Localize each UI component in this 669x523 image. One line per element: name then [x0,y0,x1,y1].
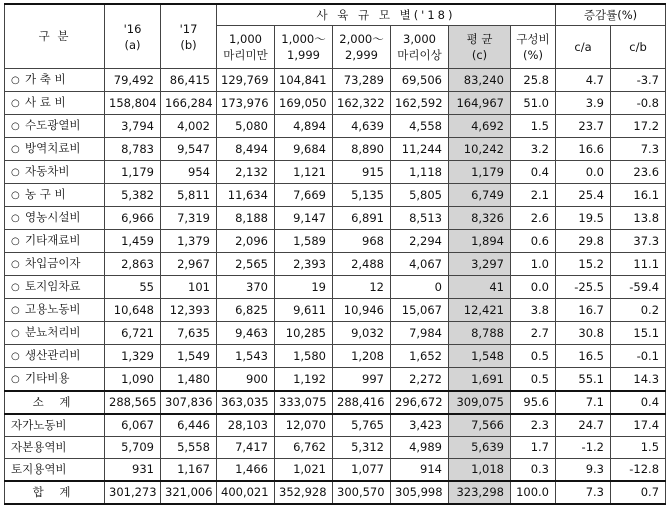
header-2016 [105,4,161,69]
cell-s4: 0 [391,276,449,299]
cell-avg: 1,548 [449,345,511,368]
cell-s4: 3,423 [391,414,449,437]
row-label [5,253,105,276]
cell-avg: 7,566 [449,414,511,437]
row-label [5,345,105,368]
cell-ca: 3.9 [556,92,611,115]
cell-v16: 6,966 [105,207,161,230]
cell-s1: 9,463 [217,322,275,345]
cell-avg: 1,691 [449,368,511,392]
table-row [5,161,666,184]
cell-v17: 2,967 [161,253,217,276]
cell-s3: 4,639 [333,115,391,138]
cell-ratio: 95.6 [511,391,556,414]
cost-table [4,3,666,505]
cell-ratio: 25.8 [511,69,556,92]
header-ca: c/a [556,26,611,69]
cell-s3: 1,208 [333,345,391,368]
header-scale-under-1000-l1: 1,000 [229,32,262,46]
cell-s2: 9,684 [275,138,333,161]
cell-s2: 1,121 [275,161,333,184]
cell-ca: 55.1 [556,368,611,392]
cell-v16: 6,721 [105,322,161,345]
cell-v17: 954 [161,161,217,184]
cell-s4: 7,984 [391,322,449,345]
cell-v16: 5,382 [105,184,161,207]
cell-v16: 3,794 [105,115,161,138]
cell-ratio: 3.2 [511,138,556,161]
cell-s1: 1,466 [217,459,275,482]
cell-s4: 8,513 [391,207,449,230]
cell-avg: 1,018 [449,459,511,482]
cell-s2: 104,841 [275,69,333,92]
row-label-text: 수도광열비 [25,118,81,132]
header-average-l2: (c) [471,48,488,62]
cell-ratio: 0.5 [511,345,556,368]
cell-ca: 7.3 [556,481,611,504]
cell-cb: -0.1 [611,345,666,368]
cell-s1: 8,494 [217,138,275,161]
bullet-icon: ○ [11,167,20,178]
cell-s3: 288,416 [333,391,391,414]
row-label [5,459,105,482]
cell-cb: -12.8 [611,459,666,482]
cell-s4: 4,558 [391,115,449,138]
row-label-text: 가 축 비 [25,72,66,86]
table-row [5,138,666,161]
header-scale-over-3000-l1: 3,000 [403,32,436,46]
cell-s2: 19 [275,276,333,299]
cell-avg: 323,298 [449,481,511,504]
row-label [5,276,105,299]
cell-cb: -0.8 [611,92,666,115]
cell-s1: 11,634 [217,184,275,207]
cell-ratio: 0.0 [511,276,556,299]
cell-avg: 12,421 [449,299,511,322]
cell-v17: 1,167 [161,459,217,482]
cell-ratio: 2.7 [511,322,556,345]
cell-s2: 7,669 [275,184,333,207]
bullet-icon: ○ [11,351,20,362]
cell-s3: 10,946 [333,299,391,322]
table-row [5,184,666,207]
cell-s1: 400,021 [217,481,275,504]
cell-avg: 3,297 [449,253,511,276]
cell-ca: 15.2 [556,253,611,276]
table-row [5,115,666,138]
cell-v16: 55 [105,276,161,299]
cell-avg: 5,639 [449,437,511,459]
cell-s1: 5,080 [217,115,275,138]
cell-s1: 6,825 [217,299,275,322]
row-label-text: 합 계 [32,485,77,499]
cell-s4: 914 [391,459,449,482]
cell-v17: 9,547 [161,138,217,161]
row-label-text: 소 계 [32,395,77,409]
cell-s3: 12 [333,276,391,299]
row-label-text: 기타비용 [25,371,70,385]
cell-s1: 900 [217,368,275,392]
bullet-icon: ○ [11,282,20,293]
table-row [5,276,666,299]
cell-cb: 0.4 [611,391,666,414]
cell-s2: 2,393 [275,253,333,276]
header-2016-tag: (a) [124,37,141,52]
header-scale-over-3000-l2: 마리이상 [397,48,442,62]
cell-ratio: 2.3 [511,414,556,437]
cell-avg: 164,967 [449,92,511,115]
cell-v17: 101 [161,276,217,299]
cell-s2: 333,075 [275,391,333,414]
cell-v17: 7,319 [161,207,217,230]
cell-avg: 41 [449,276,511,299]
cell-cb: 0.2 [611,299,666,322]
bullet-icon: ○ [11,259,20,270]
header-category: 구 분 [5,4,105,69]
header-scale-2000-2999-l1: 2,000～ [339,32,384,46]
cell-v16: 288,565 [105,391,161,414]
cell-s4: 305,998 [391,481,449,504]
cell-v17: 12,393 [161,299,217,322]
header-scale-group: 사 육 규 모 별('18) [217,4,556,26]
bullet-icon: ○ [11,374,20,385]
cell-cb: 17.4 [611,414,666,437]
header-scale-1000-1999-l2: 1,999 [287,48,320,62]
cell-s3: 2,488 [333,253,391,276]
header-cb: c/b [611,26,666,69]
cell-s4: 1,652 [391,345,449,368]
cell-v17: 166,284 [161,92,217,115]
cell-v16: 1,329 [105,345,161,368]
row-label [5,69,105,92]
cell-s1: 2,096 [217,230,275,253]
cell-v17: 1,480 [161,368,217,392]
table-row [5,322,666,345]
cell-s4: 4,067 [391,253,449,276]
cell-cb: 14.3 [611,368,666,392]
cell-s4: 2,272 [391,368,449,392]
row-label [5,437,105,459]
row-label-text: 생산관리비 [25,348,81,362]
row-label-text: 기타재료비 [25,233,81,247]
header-scale-under-1000-l2: 마리미만 [223,48,268,62]
cell-cb: 0.7 [611,481,666,504]
cell-ca: 4.7 [556,69,611,92]
row-label-text: 고용노동비 [25,302,81,316]
row-label [5,230,105,253]
cell-ratio: 100.0 [511,481,556,504]
cell-s1: 7,417 [217,437,275,459]
cell-s4: 296,672 [391,391,449,414]
cell-ratio: 0.4 [511,161,556,184]
cell-v16: 10,648 [105,299,161,322]
cell-s2: 169,050 [275,92,333,115]
row-label [5,161,105,184]
table-row [5,207,666,230]
cell-v17: 86,415 [161,69,217,92]
cell-cb: -3.7 [611,69,666,92]
cell-cb: -59.4 [611,276,666,299]
table-row [5,299,666,322]
cell-ca: 24.7 [556,414,611,437]
cell-s4: 69,506 [391,69,449,92]
cell-s1: 173,976 [217,92,275,115]
cell-v16: 5,709 [105,437,161,459]
cell-s2: 9,147 [275,207,333,230]
cell-ca: 9.3 [556,459,611,482]
cell-cb: 23.6 [611,161,666,184]
header-ratio-l1: 구성비 [516,32,550,46]
cell-cb: 1.5 [611,437,666,459]
cell-avg: 1,179 [449,161,511,184]
cell-s4: 162,592 [391,92,449,115]
cell-cb: 15.1 [611,322,666,345]
table-row [5,481,666,504]
table-row [5,368,666,392]
cell-ca: 23.7 [556,115,611,138]
table-row [5,92,666,115]
cell-cb: 7.3 [611,138,666,161]
cell-s1: 1,543 [217,345,275,368]
header-scale-2000-2999 [333,26,391,69]
cell-v16: 1,459 [105,230,161,253]
header-2017 [161,4,217,69]
cell-s3: 997 [333,368,391,392]
row-label-text: 농 구 비 [25,187,66,201]
cell-s4: 15,067 [391,299,449,322]
cell-v17: 5,558 [161,437,217,459]
cell-ca: 16.7 [556,299,611,322]
header-average-l1: 평 균 [466,32,493,46]
row-label-text: 자본용역비 [11,440,67,454]
cell-ca: 16.6 [556,138,611,161]
cell-cb: 37.3 [611,230,666,253]
cell-avg: 1,894 [449,230,511,253]
header-scale-2000-2999-l2: 2,999 [345,48,378,62]
cell-ratio: 2.6 [511,207,556,230]
bullet-icon: ○ [11,121,20,132]
cell-v16: 79,492 [105,69,161,92]
header-rate-group: 증감률(%) [556,4,666,26]
cell-avg: 6,749 [449,184,511,207]
cell-s1: 2,565 [217,253,275,276]
cell-ratio: 1.5 [511,115,556,138]
cell-s3: 162,322 [333,92,391,115]
cell-ratio: 0.5 [511,368,556,392]
row-label-text: 차입금이자 [25,256,81,270]
header-2016-year: '16 [123,21,142,36]
cell-ca: 25.4 [556,184,611,207]
cell-v16: 1,179 [105,161,161,184]
cell-v16: 8,783 [105,138,161,161]
cell-avg: 8,326 [449,207,511,230]
row-label-text: 자가노동비 [11,418,67,432]
cell-v17: 7,635 [161,322,217,345]
cell-s1: 2,132 [217,161,275,184]
cell-ca: 30.8 [556,322,611,345]
cell-ca: 0.0 [556,161,611,184]
header-scale-1000-1999 [275,26,333,69]
row-label-text: 토지임차료 [25,279,81,293]
table-row [5,459,666,482]
bullet-icon: ○ [11,190,20,201]
table-row [5,253,666,276]
cell-v16: 931 [105,459,161,482]
table-row [5,230,666,253]
row-label [5,414,105,437]
header-scale-1000-1999-l1: 1,000～ [281,32,326,46]
cell-ca: 19.5 [556,207,611,230]
cell-s2: 6,762 [275,437,333,459]
table-row [5,345,666,368]
cell-ca: 29.8 [556,230,611,253]
cell-v17: 1,379 [161,230,217,253]
cell-s4: 5,805 [391,184,449,207]
cell-s1: 129,769 [217,69,275,92]
cell-avg: 8,788 [449,322,511,345]
cell-s4: 1,118 [391,161,449,184]
bullet-icon: ○ [11,236,20,247]
cell-s3: 73,289 [333,69,391,92]
cell-s4: 2,294 [391,230,449,253]
cell-v17: 307,836 [161,391,217,414]
cell-s3: 8,890 [333,138,391,161]
row-label [5,184,105,207]
row-label-text: 영농시설비 [25,210,81,224]
cell-s3: 5,312 [333,437,391,459]
cell-s3: 9,032 [333,322,391,345]
row-label-text: 분뇨처리비 [25,325,81,339]
cell-v17: 5,811 [161,184,217,207]
cell-cb: 11.1 [611,253,666,276]
cell-s4: 11,244 [391,138,449,161]
cell-s1: 28,103 [217,414,275,437]
row-label [5,368,105,392]
cell-s3: 6,891 [333,207,391,230]
row-label-text: 토지용역비 [11,462,67,476]
header-2017-tag: (b) [180,37,197,52]
cell-v17: 1,549 [161,345,217,368]
table-row [5,437,666,459]
cell-s3: 915 [333,161,391,184]
cell-avg: 309,075 [449,391,511,414]
bullet-icon: ○ [11,144,20,155]
cell-v17: 6,446 [161,414,217,437]
bullet-icon: ○ [11,213,20,224]
cell-ratio: 2.1 [511,184,556,207]
row-label [5,138,105,161]
cell-s1: 363,035 [217,391,275,414]
cell-s3: 5,135 [333,184,391,207]
row-label [5,115,105,138]
cell-cb: 16.1 [611,184,666,207]
table-row [5,414,666,437]
cell-avg: 83,240 [449,69,511,92]
cell-v17: 4,002 [161,115,217,138]
row-label [5,481,105,504]
cell-ca: -1.2 [556,437,611,459]
bullet-icon: ○ [11,305,20,316]
row-label-text: 자동차비 [25,164,70,178]
row-label-text: 방역치료비 [25,141,81,155]
cell-ca: 16.5 [556,345,611,368]
cell-s2: 4,894 [275,115,333,138]
header-ratio [511,26,556,69]
cell-v16: 1,090 [105,368,161,392]
cell-v17: 321,006 [161,481,217,504]
header-scale-over-3000 [391,26,449,69]
table-row [5,391,666,414]
cell-s2: 10,285 [275,322,333,345]
header-ratio-l2: (%) [523,48,543,62]
header-scale-under-1000 [217,26,275,69]
cell-v16: 301,273 [105,481,161,504]
header-average [449,26,511,69]
row-label [5,322,105,345]
cell-v16: 158,804 [105,92,161,115]
header-2017-year: '17 [179,21,198,36]
cell-v16: 6,067 [105,414,161,437]
cell-s2: 352,928 [275,481,333,504]
row-label-text: 사 료 비 [25,95,66,109]
cell-avg: 10,242 [449,138,511,161]
row-label [5,92,105,115]
cell-s3: 5,765 [333,414,391,437]
cell-s2: 1,021 [275,459,333,482]
cell-ratio: 0.6 [511,230,556,253]
cell-ratio: 51.0 [511,92,556,115]
cell-s3: 1,077 [333,459,391,482]
cell-s2: 1,192 [275,368,333,392]
cell-s2: 1,589 [275,230,333,253]
cell-s2: 1,580 [275,345,333,368]
cell-cb: 13.8 [611,207,666,230]
cell-ca: -25.5 [556,276,611,299]
cell-s2: 9,611 [275,299,333,322]
cell-ratio: 1.0 [511,253,556,276]
cell-ratio: 3.8 [511,299,556,322]
cell-s4: 4,989 [391,437,449,459]
bullet-icon: ○ [11,75,20,86]
cell-avg: 4,692 [449,115,511,138]
bullet-icon: ○ [11,328,20,339]
row-label [5,207,105,230]
bullet-icon: ○ [11,98,20,109]
cell-cb: 17.2 [611,115,666,138]
table-body [5,69,666,505]
row-label [5,391,105,414]
cell-s1: 370 [217,276,275,299]
cell-ratio: 1.7 [511,437,556,459]
cost-table-container [4,3,666,505]
cell-s1: 8,188 [217,207,275,230]
cell-s2: 12,070 [275,414,333,437]
cell-v16: 2,863 [105,253,161,276]
table-row [5,69,666,92]
cell-ca: 7.1 [556,391,611,414]
cell-ratio: 0.3 [511,459,556,482]
cell-s3: 968 [333,230,391,253]
row-label [5,299,105,322]
cell-s3: 300,570 [333,481,391,504]
